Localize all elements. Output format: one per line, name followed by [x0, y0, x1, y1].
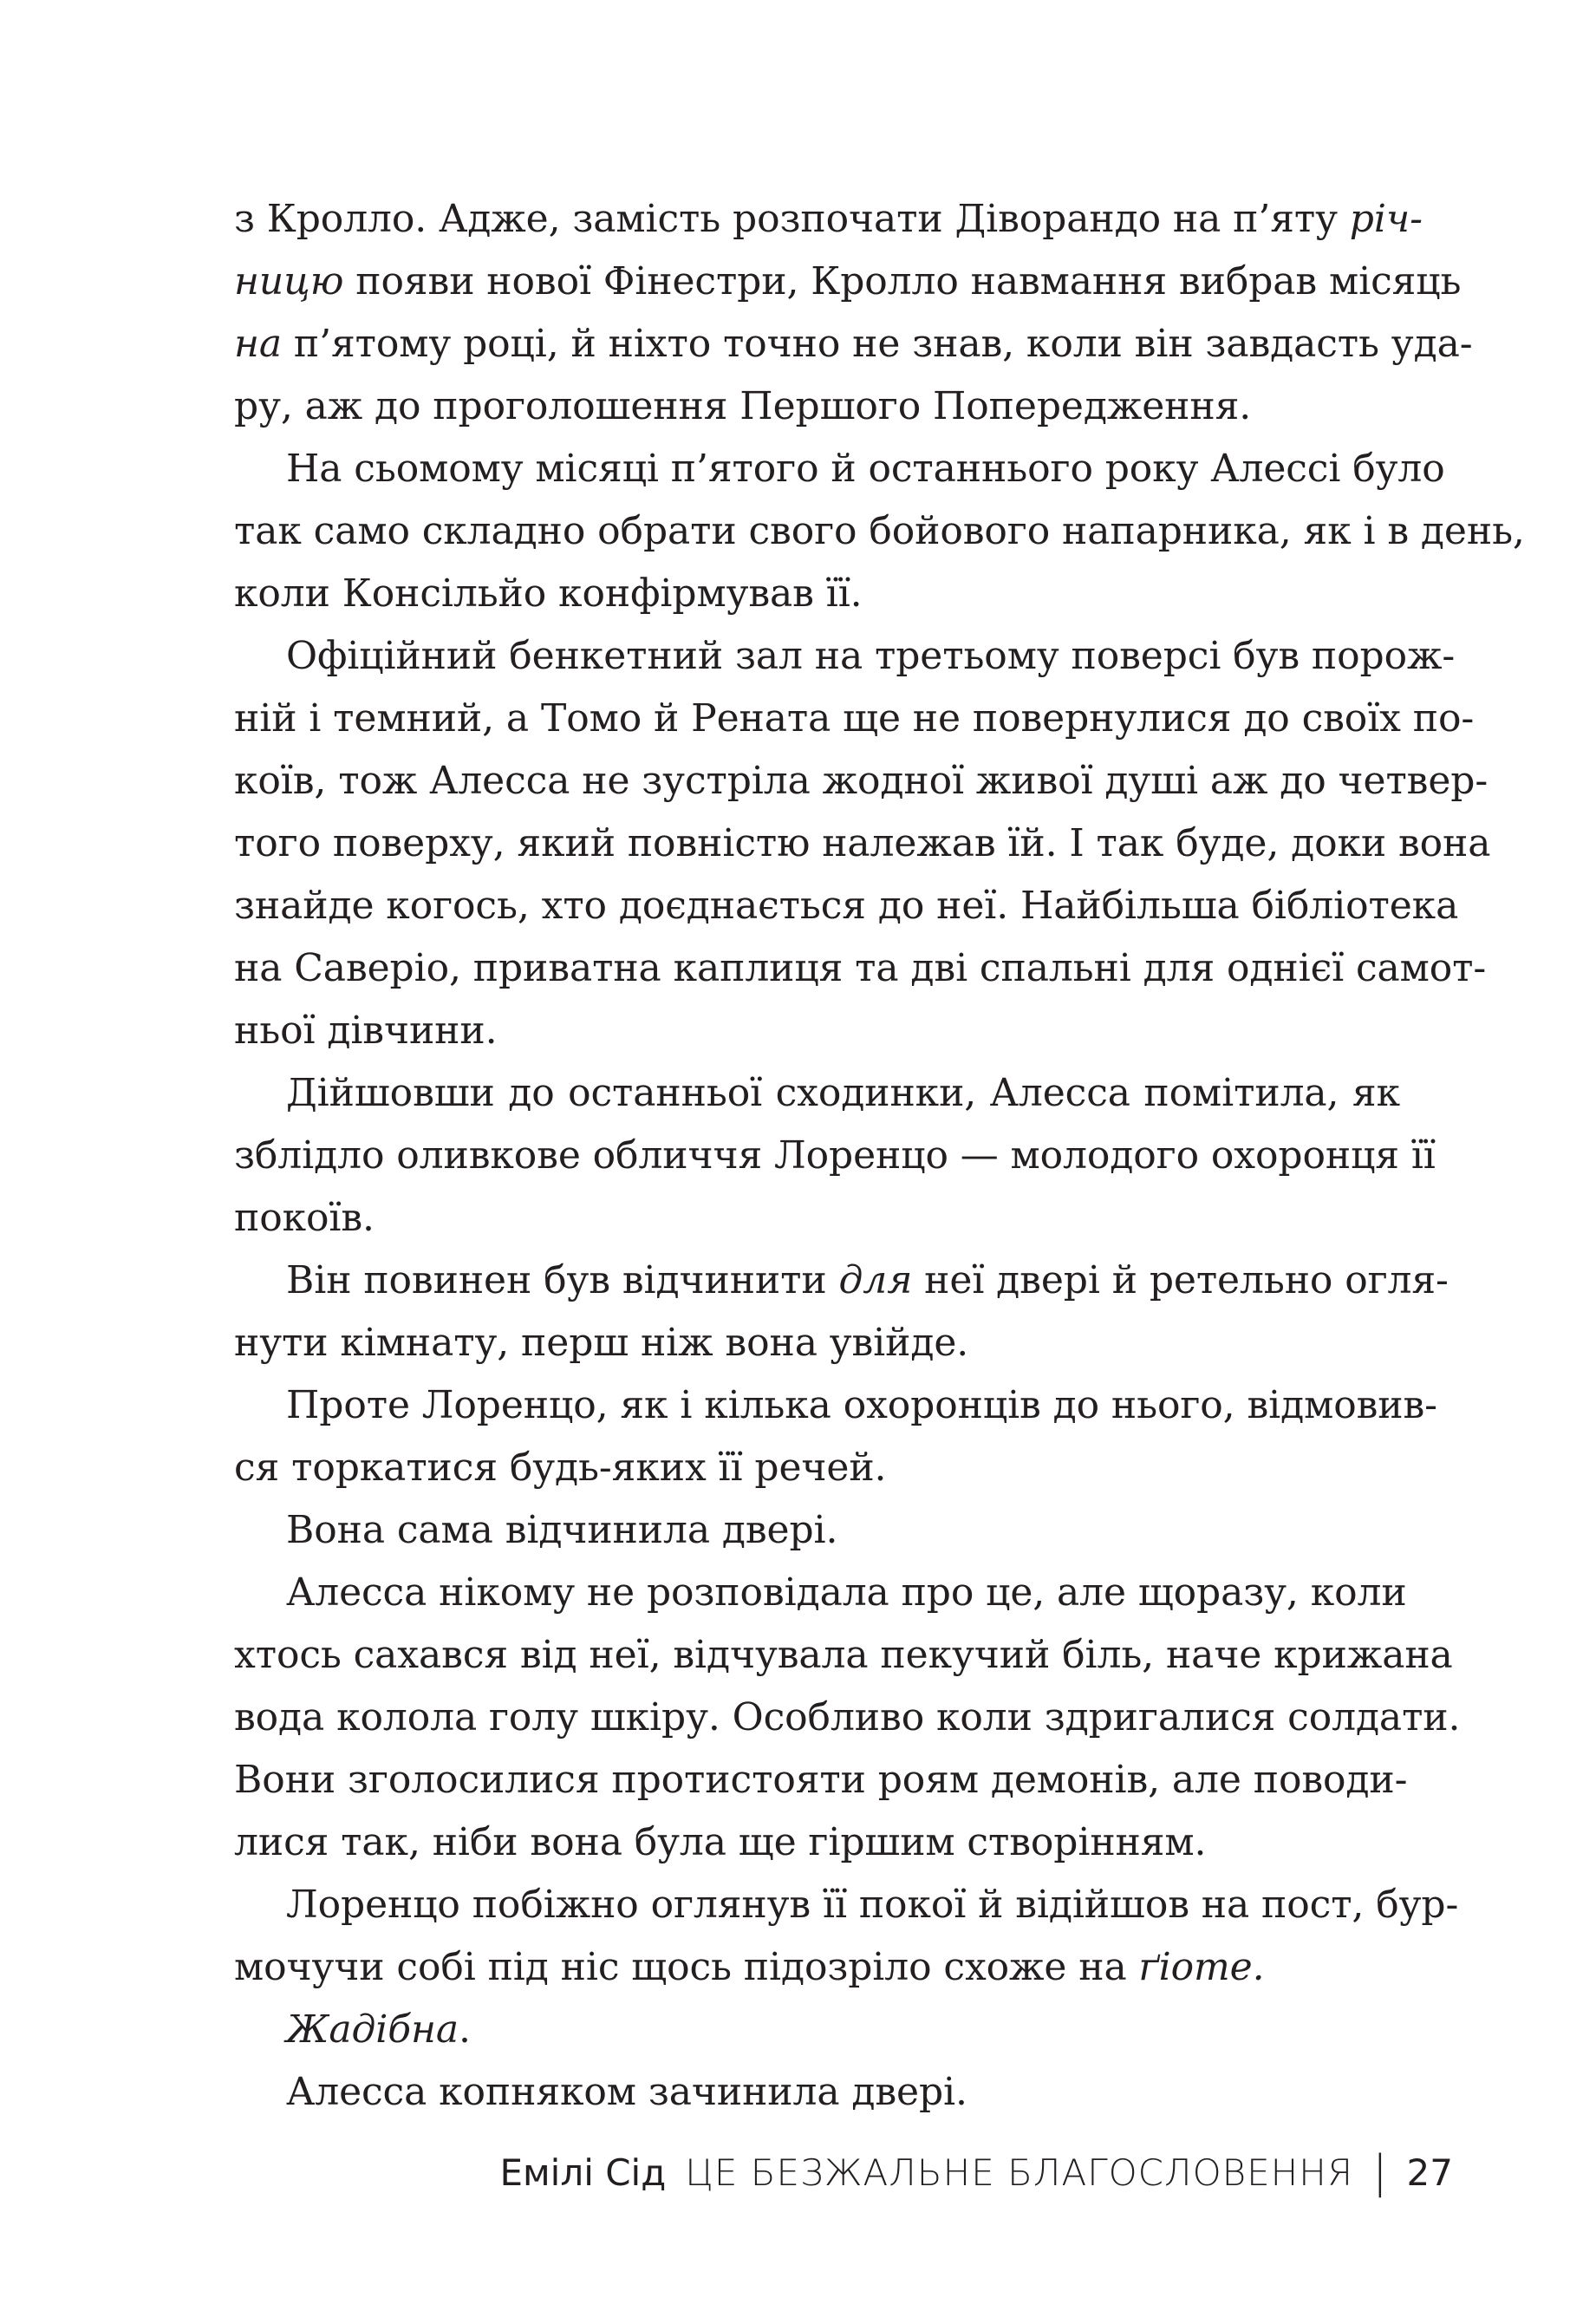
text-line: коїв, тож Алесса не зустріла жодної живої душі аж до четвер-	[234, 759, 1489, 803]
text-line: з Кролло. Адже, замість розпочати Діворандо на п’яту річ-	[234, 197, 1423, 241]
text-line: Алесса копняком зачинила двері.	[286, 2070, 967, 2114]
text-line: Жадібна.	[286, 2007, 471, 2052]
text-line: ся торкатися будь-яких її речей.	[234, 1446, 887, 1490]
text-line: Дійшовши до останньої сходинки, Алесса помітила, як	[286, 1071, 1400, 1115]
text-line: хтось сахався від неї, відчувала пекучий біль, наче крижана	[234, 1633, 1453, 1677]
text-line: Алесса нікому не розповідала про це, але щоразу, коли	[286, 1570, 1407, 1615]
text-line: того поверху, який повністю належав їй. І так буде, доки вона	[234, 821, 1491, 865]
page-footer	[499, 2138, 1453, 2207]
text-line: на п’ятому році, й ніхто точно не знав, коли він завдасть уда-	[234, 322, 1473, 366]
text-line: Офіційний бенкетний зал на третьому поверсі був порож-	[286, 634, 1456, 678]
text-line: Вони зголосилися протистояти роям демонів, але поводи-	[234, 1758, 1408, 1802]
text-line: коли Консільйо конфірмував її.	[234, 571, 863, 616]
text-line: Він повинен був відчинити для неї двері й ретельно огля-	[286, 1258, 1449, 1302]
text-line: знайде когось, хто доєднається до неї. Найбільша бібліотека	[234, 884, 1459, 928]
text-line: покоїв.	[234, 1196, 375, 1240]
text-line: На сьомому місяці п’ятого й останнього року Алессі було	[286, 447, 1445, 491]
text-line: ру, аж до проголошення Першого Попередження.	[234, 384, 1252, 428]
footer-book-title: ЦЕ БЕЗЖАЛЬНЕ БЛАГОСЛОВЕННЯ	[685, 2151, 1354, 2194]
text-line: зблідло оливкове обличчя Лоренцо — молодого охоронця її	[234, 1133, 1436, 1178]
text-line: вода колола голу шкіру. Особливо коли здригалися солдати.	[234, 1695, 1461, 1739]
text-line: мочучи собі під ніс щось підозріло схоже на ґіоте.	[234, 1945, 1265, 1989]
footer-author: Емілі Сід	[499, 2151, 667, 2194]
page-number: 27	[1406, 2151, 1453, 2194]
text-line: Лоренцо побіжно оглянув її покої й відійшов на пост, бур-	[286, 1883, 1459, 1927]
text-line: нути кімнату, перш ніж вона увійде.	[234, 1321, 969, 1365]
text-line: Вона сама відчинила двері.	[286, 1508, 838, 1552]
footer-separator: |	[1372, 2146, 1388, 2198]
text-line: ньої дівчини.	[234, 1008, 498, 1053]
text-line: Проте Лоренцо, як і кілька охоронців до нього, відмовив-	[286, 1383, 1437, 1427]
text-line: ницю появи нової Фінестри, Кролло навмання вибрав місяць	[234, 259, 1462, 304]
text-line: ній і темний, а Томо й Рената ще не повернулися до своїх по-	[234, 696, 1475, 741]
text-line: так само складно обрати свого бойового напарника, як і в день,	[234, 509, 1525, 553]
text-line: на Саверіо, приватна каплиця та дві спальні для однієї самот-	[234, 946, 1487, 990]
text-line: лися так, ніби вона була ще гіршим створінням.	[234, 1820, 1207, 1864]
